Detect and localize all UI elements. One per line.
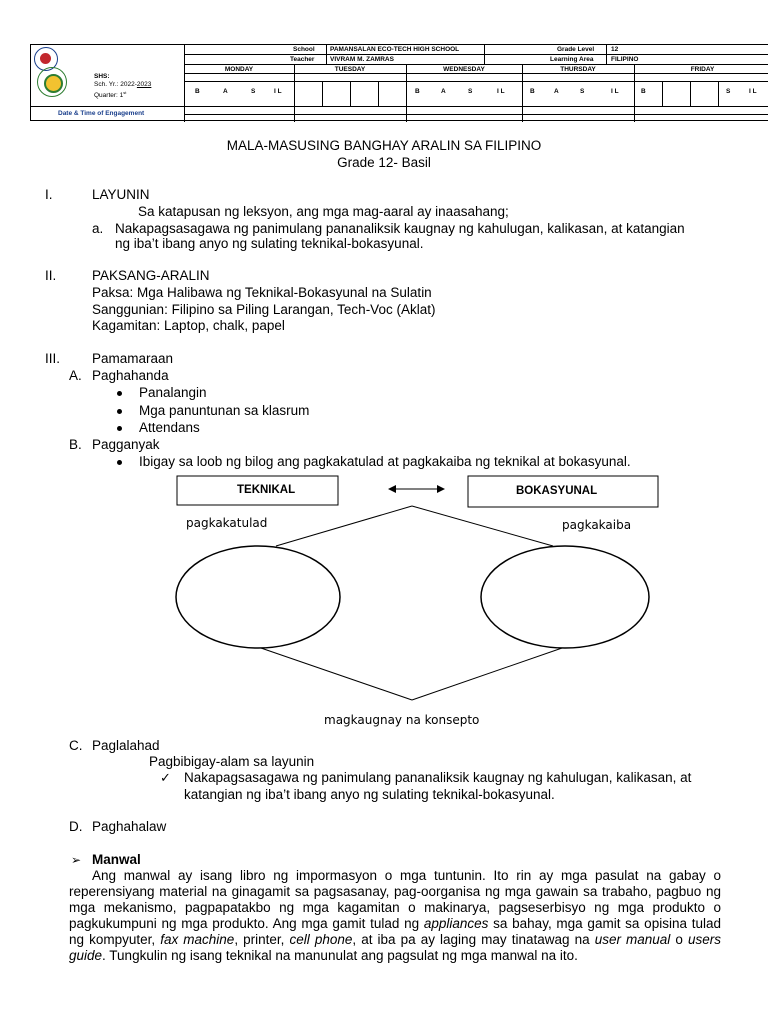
sec2-num: II. (45, 268, 57, 283)
connector-line (258, 647, 412, 700)
thu-letter-il: I L (611, 88, 619, 95)
school-value: PAMANSALAN ECO-TECH HIGH SCHOOL (330, 46, 460, 53)
sec1-heading: LAYUNIN (92, 187, 150, 202)
sec3-heading: Pamamaraan (92, 351, 174, 366)
manwal-paragraph (92, 868, 721, 884)
c-check-line1: Nakapagsasagawa ng panimulang pananaliksik kaugnay ng kahulugan, kalikasan, at (184, 770, 692, 785)
bokasyunal-label: BOKASYUNAL (516, 485, 598, 497)
sec3-b-heading: Pagganyak (92, 437, 160, 452)
school-label: School (293, 46, 315, 53)
right-circle (481, 546, 649, 648)
thu-letter-s: S (580, 88, 585, 95)
sec1-intro: Sa katapusan ng leksyon, ang mga mag-aaral ay inaasahang; (138, 204, 509, 219)
teknikal-label: TEKNIKAL (237, 484, 296, 496)
fri-letter-s: S (726, 88, 731, 95)
mon-letter-b: B (195, 88, 200, 95)
c-check-line2: katangian ng iba’t ibang anyo ng sulating teknikal-bokasyunal. (184, 787, 555, 802)
day-monday: MONDAY (224, 66, 254, 73)
sec3-b-letter: B. (69, 437, 82, 452)
wed-letter-s: S (468, 88, 473, 95)
thu-letter-b: B (530, 88, 535, 95)
area-label: Learning Area (550, 56, 594, 63)
b-item: Ibigay sa loob ng bilog ang pagkakatulad at pagkakaiba ng teknikal at bokasyunal. (139, 454, 631, 469)
teacher-value: VIVRAM M. ZAMRAS (330, 56, 394, 63)
mon-letter-s: S (251, 88, 256, 95)
connector-line (412, 647, 565, 700)
fri-letter-b: B (641, 88, 646, 95)
sec2-kagamitan: Kagamitan: Laptop, chalk, papel (92, 318, 285, 333)
fri-letter-il: I L (749, 88, 757, 95)
sec3-num: III. (45, 351, 61, 366)
day-friday: FRIDAY (690, 66, 715, 73)
day-wednesday: WEDNESDAY (443, 66, 485, 73)
pagkakatulad-label: pagkakatulad (186, 516, 268, 530)
page-subtitle: Grade 12- Basil (337, 155, 431, 170)
page-title: MALA-MASUSING BANGHAY ARALIN SA FILIPINO (226, 138, 542, 153)
sec1-num: I. (45, 187, 53, 202)
manwal-line-1: Ang manwal ay isang libro ng impormasyon o mga tuntunin. Ito rin ay mga pasulat na gabay o (92, 868, 721, 883)
sec3-d-letter: D. (69, 819, 83, 834)
sec1-item-letter: a. (92, 221, 104, 236)
shs-label: SHS: (94, 73, 110, 80)
sec3-c-letter: C. (69, 738, 83, 753)
sec1-item-line2: ng iba’t ibang anyo ng sulating teknikal-bokasyunal. (115, 236, 424, 251)
manwal-line-6: guide. Tungkulin ng isang teknikal na manunulat ang pagsulat ng mga manwal na ito. (69, 948, 578, 963)
teacher-label: Teacher (290, 56, 315, 63)
a-item-3: Attendans (139, 420, 200, 435)
manwal-paragraph-cont (69, 884, 721, 964)
connector-line (412, 506, 553, 546)
thu-letter-a: A (554, 88, 559, 95)
arrow-head-right-icon (437, 485, 445, 493)
sec3-d-heading: Paghahalaw (92, 819, 167, 834)
date-time-label: Date & Time of Engagement (58, 110, 145, 117)
grade-label: Grade Level (557, 46, 595, 53)
mon-letter-a: A (223, 88, 228, 95)
day-tuesday: TUESDAY (334, 66, 366, 73)
school-year: Sch. Yr.: 2022-2023 (94, 81, 152, 88)
manwal-line-4: pagkukumpuni ng mga produkto. Ang mga gamit tulad ng appliances sa bahay, mga gamit sa opisina tulad (69, 916, 721, 931)
day-thursday: THURSDAY (560, 66, 596, 73)
wed-letter-il: I L (497, 88, 505, 95)
manwal-line-2: reperensiyang material na ginagamit sa pagsasanay, pag-oorganisa ng mga gawain sa trabaho, pagbuo ng (69, 884, 721, 899)
left-circle (176, 546, 340, 648)
sec1-item-line1: Nakapagsasagawa ng panimulang pananaliksik kaugnay ng kahulugan, kalikasan, at katangian (115, 221, 685, 236)
sec2-sanggunian: Sanggunian: Filipino sa Piling Larangan, Tech-Voc (Aklat) (92, 302, 436, 317)
mon-letter-il: I L (274, 88, 282, 95)
pagkakaiba-label: pagkakaiba (562, 518, 632, 532)
connector-line (276, 506, 412, 546)
sec3-a-letter: A. (69, 368, 82, 383)
sec3-c-heading: Paglalahad (92, 738, 160, 753)
sec2-paksa: Paksa: Mga Halibawa ng Teknikal-Bokasyunal na Sulatin (92, 285, 432, 300)
arrow-bullet-icon: ➢ (71, 853, 82, 867)
magkaugnay-label: magkaugnay na konsepto (324, 713, 480, 727)
sec2-heading: PAKSANG-ARALIN (92, 268, 210, 283)
c-intro: Pagbibigay-alam sa layunin (149, 754, 315, 769)
quarter: Quarter: 1st (94, 90, 127, 100)
wed-letter-a: A (441, 88, 446, 95)
a-item-1: Panalangin (139, 385, 207, 400)
manwal-heading: Manwal (92, 852, 141, 867)
arrow-head-left-icon (388, 485, 396, 493)
area-value: FILIPINO (611, 56, 639, 63)
sec3-a-heading: Paghahanda (92, 368, 169, 383)
a-item-2: Mga panuntunan sa klasrum (139, 403, 310, 418)
checkmark-icon: ✓ (160, 770, 171, 785)
manwal-line-3: mga mekanismo, pagpapatakbo ng mga kagamitan o makinarya, pagseserbisyo ng mga produkto o (69, 900, 721, 915)
manwal-line-5: ng kompyuter, fax machine, printer, cell phone, at iba pa ay laging may tinatawag na user manual o users (69, 932, 721, 947)
wed-letter-b: B (415, 88, 420, 95)
grade-value: 12 (611, 46, 619, 53)
